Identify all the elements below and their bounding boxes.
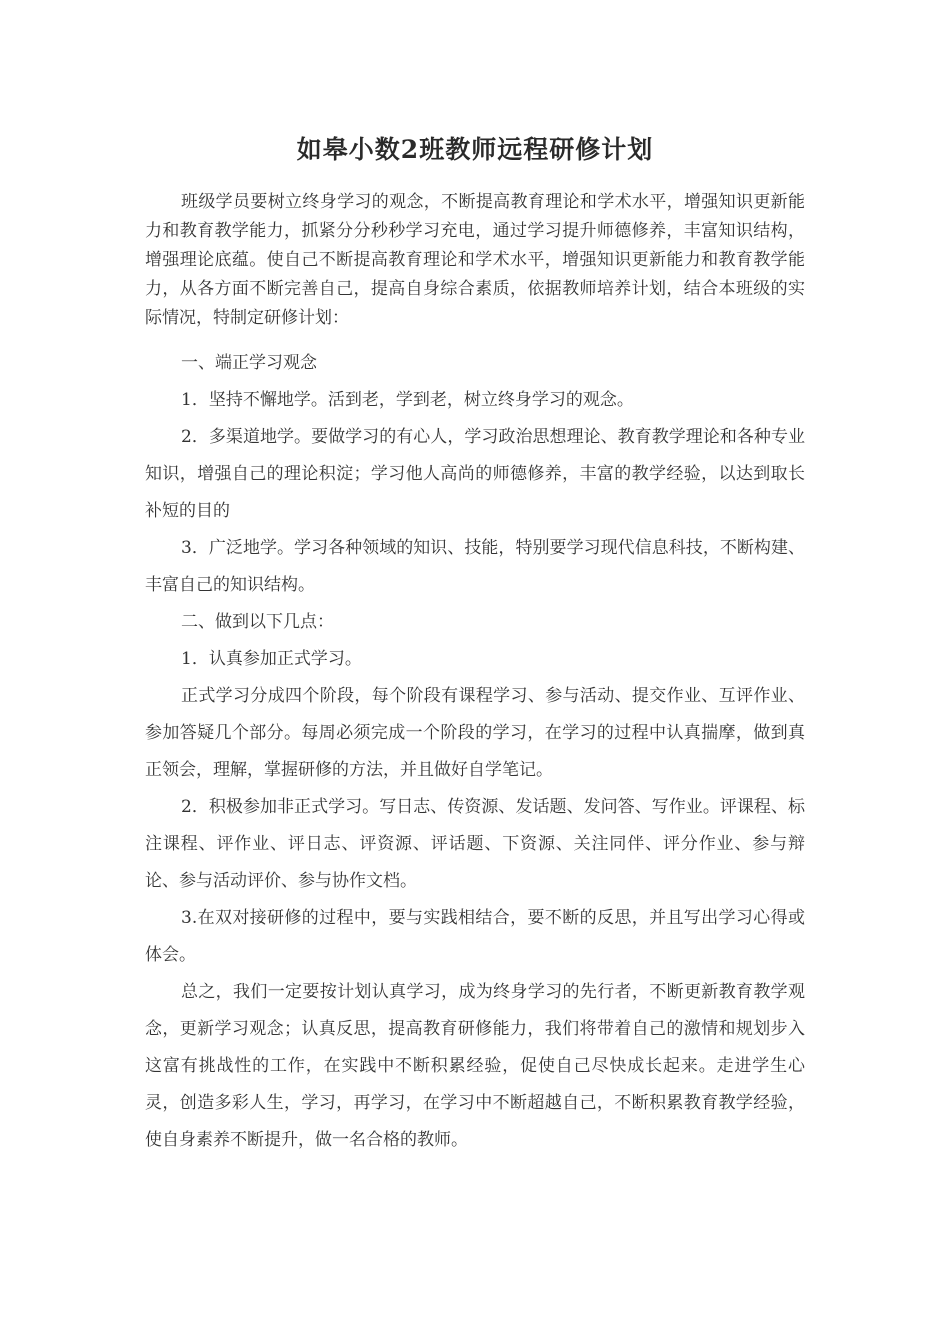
section-heading-2: 二、做到以下几点： bbox=[181, 612, 334, 632]
document-body bbox=[145, 345, 805, 1159]
list-item-1-1: 1．坚持不懈地学。活到老，学到老，树立终身学习的观念。 bbox=[181, 390, 634, 410]
list-item-1-2: 2．多渠道地学。要做学习的有心人，学习政治思想理论、教育教学理论和各种专业知识，增强自己的理论积淀；学习他人高尚的师德修养，丰富的教学经验，以达到取长补短的目的 bbox=[145, 427, 805, 521]
document-title: 如皋小数2班教师远程研修计划 bbox=[296, 135, 654, 164]
conclusion-paragraph: 总之，我们一定要按计划认真学习，成为终身学习的先行者，不断更新教育教学观念，更新学习观念；认真反思，提高教育研修能力，我们将带着自己的激情和规划步入这富有挑战性的工作，在实践中不断积累经验，促使自己尽快成长起来。走进学生心灵，创造多彩人生，学习，再学习，在学习中不断超越自己，不断积累教育教学经验，使自身素养不断提升，做一名合格的教师。 bbox=[145, 982, 805, 1150]
body-paragraph: 正式学习分成四个阶段，每个阶段有课程学习、参与活动、提交作业、互评作业、参加答疑几个部分。每周必须完成一个阶段的学习，在学习的过程中认真揣摩，做到真正领会，理解，掌握研修的方法，并且做好自学笔记。 bbox=[145, 686, 805, 780]
list-item-1-3: 3．广泛地学。学习各种领域的知识、技能，特别要学习现代信息科技，不断构建、丰富自己的知识结构。 bbox=[145, 538, 805, 595]
intro-paragraph: 班级学员要树立终身学习的观念，不断提高教育理论和学术水平，增强知识更新能力和教育教学能力，抓紧分分秒秒学习充电，通过学习提升师德修养，丰富知识结构，增强理论底蕴。使自己不断提高教育理论和学术水平，增强知识更新能力和教育教学能力，从各方面不断完善自己，提高自身综合素质，依据教师培养计划，结合本班级的实际情况，特制定研修计划： bbox=[145, 192, 805, 328]
list-item-2-3: 3.在双对接研修的过程中，要与实践相结合，要不断的反思，并且写出学习心得或体会。 bbox=[145, 908, 805, 965]
list-item-2-1: 1．认真参加正式学习。 bbox=[181, 649, 362, 669]
list-item-2-2: 2．积极参加非正式学习。写日志、传资源、发话题、发问答、写作业。评课程、标注课程、评作业、评日志、评资源、评话题、下资源、关注同伴、评分作业、参与辩论、参与活动评价、参与协作文档。 bbox=[145, 797, 805, 891]
section-heading-1: 一、端正学习观念 bbox=[181, 353, 317, 373]
